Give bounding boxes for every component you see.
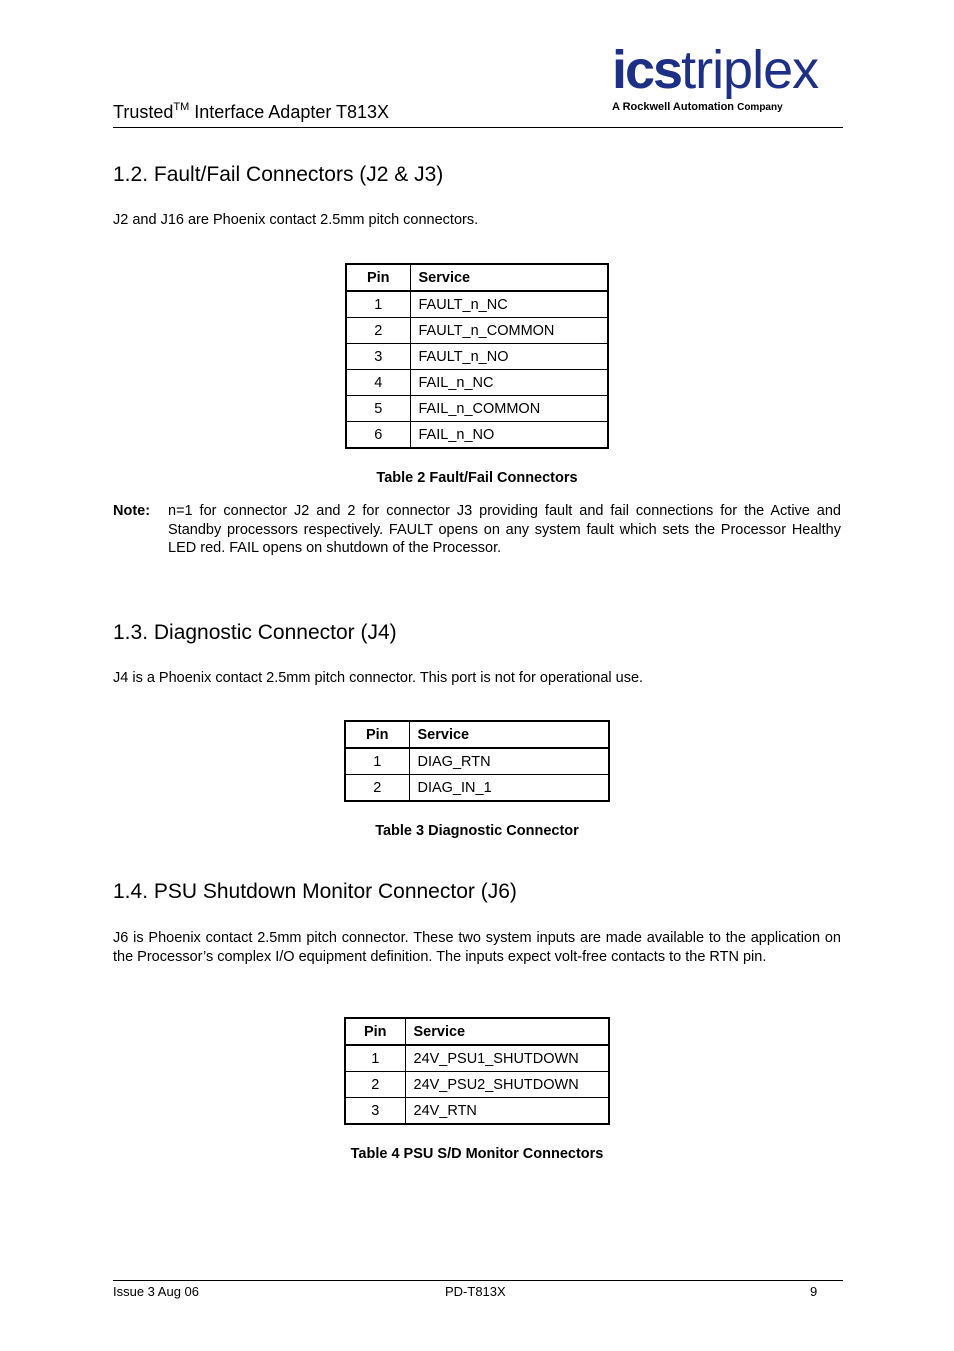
service-cell: FAULT_n_NC: [410, 291, 608, 318]
service-cell: DIAG_IN_1: [409, 775, 609, 802]
pin-cell: 3: [346, 344, 410, 370]
pin-cell: 4: [346, 370, 410, 396]
table-row: [345, 1098, 609, 1125]
table-row: [345, 1045, 609, 1072]
pin-cell: 1: [346, 291, 410, 318]
psu-table: [344, 1017, 610, 1125]
pin-cell: 2: [345, 1072, 405, 1098]
service-cell: FAIL_n_COMMON: [410, 396, 608, 422]
footer-issue: Issue 3 Aug 06: [113, 1284, 200, 1299]
diagnostic-table-caption: Table 3 Diagnostic Connector: [375, 823, 579, 839]
section-heading-psu-shutdown: 1.4. PSU Shutdown Monitor Connector (J6): [113, 880, 517, 903]
note-label: Note:: [113, 503, 151, 519]
header-divider: [113, 127, 843, 128]
note-text: n=1 for connector J2 and 2 for connector J3 providing fault and fail connections for the Active and Standby processors respectively. FAULT opens on any system fault which sets the Processor Healthy LED red. FAIL opens on shutdown of the Processor.: [168, 503, 841, 556]
service-cell: FAULT_n_COMMON: [410, 318, 608, 344]
column-header-service: Service: [405, 1018, 609, 1045]
service-cell: FAULT_n_NO: [410, 344, 608, 370]
pin-cell: 6: [346, 422, 410, 449]
pin-cell: 1: [345, 1045, 405, 1072]
service-cell: 24V_PSU2_SHUTDOWN: [405, 1072, 609, 1098]
column-header-pin: Pin: [345, 721, 409, 748]
table-row: [345, 748, 609, 775]
table-row: [346, 422, 608, 449]
table-row: [346, 291, 608, 318]
column-header-service: Service: [410, 264, 608, 291]
fault-table-caption: Table 2 Fault/Fail Connectors: [376, 470, 578, 486]
table-header-row: [345, 1018, 609, 1045]
psu-table-caption: Table 4 PSU S/D Monitor Connectors: [350, 1146, 604, 1162]
service-cell: FAIL_n_NO: [410, 422, 608, 449]
ics-triplex-logo: [612, 40, 844, 114]
logo-tagline-main: A Rockwell Automation: [612, 101, 735, 113]
footer-divider: [113, 1280, 843, 1281]
pin-cell: 1: [345, 748, 409, 775]
logo-triplex-text: triplex: [681, 40, 819, 100]
table-header-row: [345, 721, 609, 748]
logo-ics-text: ics: [612, 40, 682, 100]
table-row: [346, 396, 608, 422]
section-heading-fault-fail: 1.2. Fault/Fail Connectors (J2 & J3): [113, 163, 444, 186]
document-title: [113, 101, 389, 123]
footer-doc-id: PD-T813X: [445, 1284, 506, 1299]
psu-intro-text: J6 is Phoenix contact 2.5mm pitch connector. These two system inputs are made available to the application on the Processor’s complex I/O equipment definition. The inputs expect volt-free contacts to the RTN pin.: [113, 930, 841, 965]
footer-page-number: 9: [810, 1284, 818, 1299]
logo-tagline-company: Company: [737, 102, 783, 113]
column-header-service: Service: [409, 721, 609, 748]
table-row: [346, 344, 608, 370]
table-row: [345, 775, 609, 802]
diagnostic-intro-text: J4 is a Phoenix contact 2.5mm pitch connector. This port is not for operational use.: [113, 670, 644, 686]
column-header-pin: Pin: [346, 264, 410, 291]
service-cell: 24V_RTN: [405, 1098, 609, 1125]
table-header-row: [346, 264, 608, 291]
fault-intro-text: J2 and J16 are Phoenix contact 2.5mm pitch connectors.: [113, 212, 479, 228]
pin-cell: 2: [345, 775, 409, 802]
pin-cell: 3: [345, 1098, 405, 1125]
column-header-pin: Pin: [345, 1018, 405, 1045]
table-row: [346, 370, 608, 396]
pin-cell: 5: [346, 396, 410, 422]
pin-cell: 2: [346, 318, 410, 344]
trademark-superscript: TM: [173, 101, 190, 113]
section-heading-diagnostic: 1.3. Diagnostic Connector (J4): [113, 621, 397, 644]
service-cell: DIAG_RTN: [409, 748, 609, 775]
logo-tagline: [612, 101, 844, 114]
table-row: [346, 318, 608, 344]
fault-fail-table: [345, 263, 609, 449]
title-rest: Interface Adapter T813X: [189, 102, 390, 122]
service-cell: 24V_PSU1_SHUTDOWN: [405, 1045, 609, 1072]
service-cell: FAIL_n_NC: [410, 370, 608, 396]
diagnostic-table: [344, 720, 610, 802]
table-row: [345, 1072, 609, 1098]
title-trusted: Trusted: [113, 102, 174, 122]
